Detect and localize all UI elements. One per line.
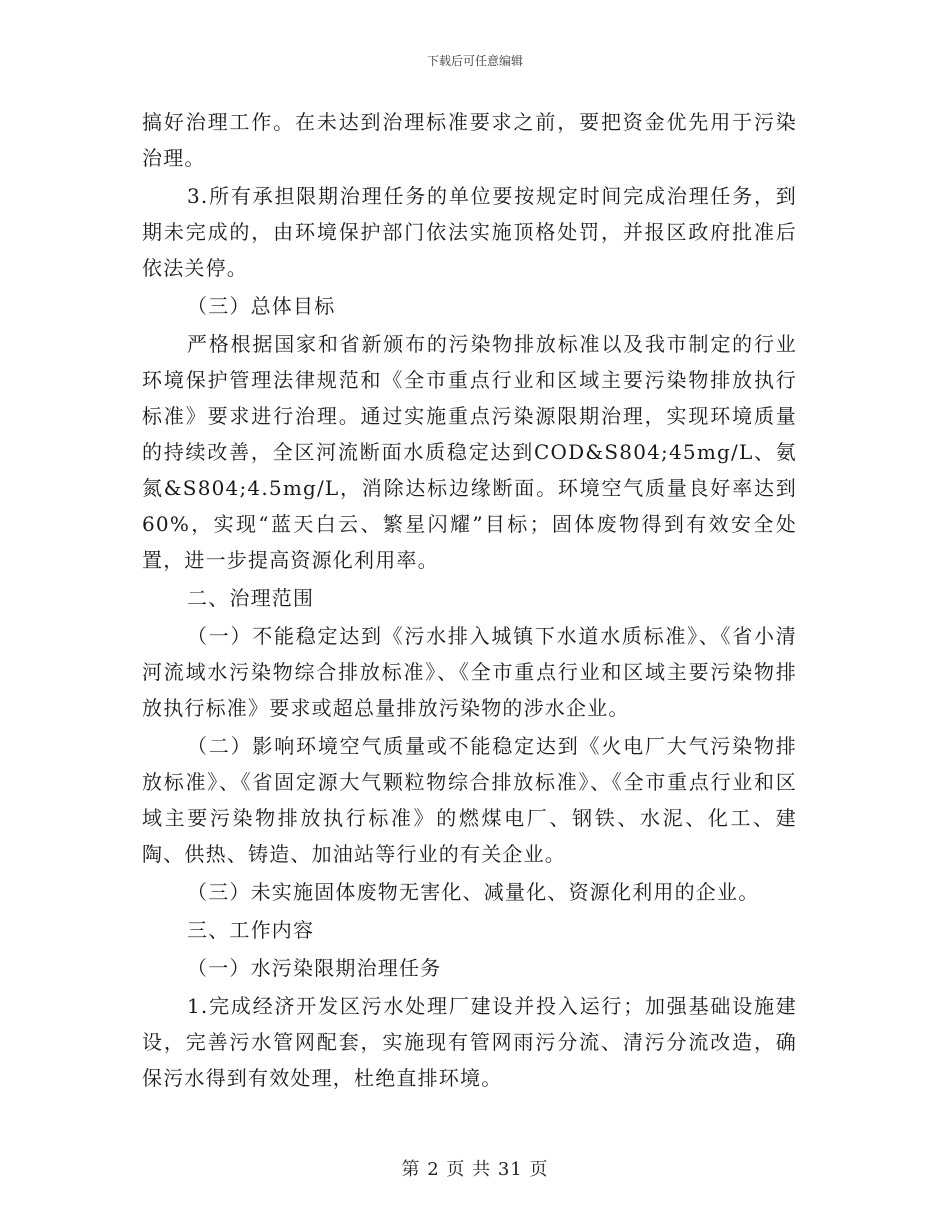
paragraph-2: 3.所有承担限期治理任务的单位要按规定时间完成治理任务，到期未完成的，由环境保护部门依法实施顶格处罚，并报区政府批准后依法关停。 [142, 184, 797, 280]
page-number-footer: 第 2 页 共 31 页 [401, 1159, 549, 1180]
page-header: 下载后可任意编辑 [426, 54, 523, 68]
paragraph-1: 搞好治理工作。在未达到治理标准要求之前，要把资金优先用于污染治理。 [142, 110, 797, 170]
paragraph-7: （二）影响环境空气质量或不能稳定达到《火电厂大气污染物排放标准》、《省固定源大气颗粒物综合排放标准》、《全市重点行业和区域主要污染物排放执行标准》的燃煤电厂、钢铁、水泥、化工、建陶、供热、铸造、加油站等行业的有关企业。 [142, 734, 797, 866]
section-heading-work-content: 三、工作内容 [187, 918, 315, 942]
document-body [142, 104, 797, 1098]
section-heading-overall-goal: （三）总体目标 [187, 294, 336, 318]
paragraph-11: 1.完成经济开发区污水处理厂建设并投入运行；加强基础设施建设，完善污水管网配套，实施现有管网雨污分流、清污分流改造，确保污水得到有效处理，杜绝直排环境。 [142, 994, 797, 1090]
paragraph-6: （一）不能稳定达到《污水排入城镇下水道水质标准》、《省小清河流域水污染物综合排放标准》、《全市重点行业和区域主要污染物排放执行标准》要求或超总量排放污染物的涉水企业。 [142, 624, 797, 720]
paragraph-4: 严格根据国家和省新颁布的污染物排放标准以及我市制定的行业环境保护管理法律规范和《全市重点行业和区域主要污染物排放执行标准》要求进行治理。通过实施重点污染源限期治理，实现环境质量的持续改善，全区河流断面水质稳定达到COD&S804;45mg/L、氨氮&S804;4.5mg/L，消除达标边缘断面。环境空气质量良好率达到60%，实现“蓝天白云、繁星闪耀”目标；固体废物得到有效安全处置，进一步提高资源化利用率。 [142, 332, 797, 572]
subsection-heading-water: （一）水污染限期治理任务 [187, 956, 442, 980]
section-heading-scope: 二、治理范围 [187, 586, 315, 610]
paragraph-8: （三）未实施固体废物无害化、减量化、资源化利用的企业。 [187, 880, 760, 904]
